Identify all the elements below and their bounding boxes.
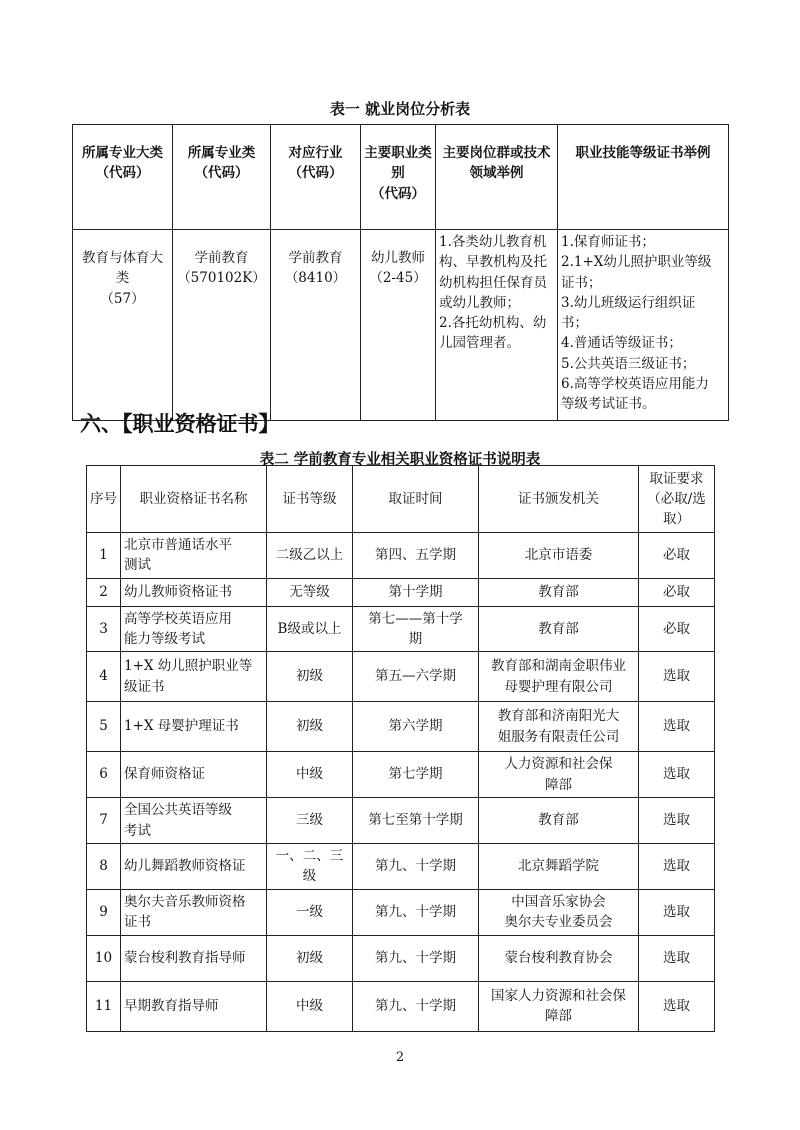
cell-major-class: 学前教育 （570102K） xyxy=(173,230,271,421)
cell-time: 第六学期 xyxy=(353,702,479,752)
cell-name: 1+X 母婴护理证书 xyxy=(121,702,267,752)
table2-caption: 表二 学前教育专业相关职业资格证书说明表 xyxy=(259,451,541,468)
cell-requirement: 选取 xyxy=(639,935,715,981)
cell-requirement: 选取 xyxy=(639,889,715,935)
table1-header-row xyxy=(73,125,729,230)
cell-level: 二级乙以上 xyxy=(267,533,353,579)
cell-no: 11 xyxy=(87,981,121,1031)
table-row xyxy=(87,844,715,890)
cell-issuer: 蒙台梭利教育协会 xyxy=(479,935,639,981)
header-industry: 对应行业 （代码） xyxy=(271,125,361,230)
cell-issuer: 教育部 xyxy=(479,606,639,652)
cell-requirement: 必取 xyxy=(639,533,715,579)
cell-time: 第九、十学期 xyxy=(353,981,479,1031)
header-major-class: 所属专业类 （代码） xyxy=(173,125,271,230)
cell-major-category: 教育与体育大 类 （57） xyxy=(73,230,173,421)
cell-occupation: 幼儿教师 （2-45） xyxy=(361,230,436,421)
header-positions: 主要岗位群或技术 领域举例 xyxy=(436,125,558,230)
cell-time: 第七至第十学期 xyxy=(353,798,479,844)
cell-level: 中级 xyxy=(267,981,353,1031)
cell-time: 第七学期 xyxy=(353,752,479,798)
header-requirement: 取证要求 （必取/选 取） xyxy=(639,466,715,533)
employment-analysis-table xyxy=(72,124,729,421)
cell-requirement: 选取 xyxy=(639,752,715,798)
cell-level: 初级 xyxy=(267,652,353,702)
cell-requirement: 选取 xyxy=(639,798,715,844)
cell-positions: 1.各类幼儿教育机 构、早教机构及托 幼机构担任保育员 或幼儿教师； 2.各托幼机构、幼 儿园管理者。 xyxy=(436,230,558,421)
table1-row xyxy=(73,230,729,421)
header-occupation: 主要职业类 别 （代码） xyxy=(361,125,436,230)
cell-name: 早期教育指导师 xyxy=(121,981,267,1031)
cell-name: 1+X 幼儿照护职业等 级证书 xyxy=(121,652,267,702)
table2-body xyxy=(87,533,715,1032)
cell-name: 高等学校英语应用 能力等级考试 xyxy=(121,606,267,652)
cell-requirement: 选取 xyxy=(639,844,715,890)
header-issuer: 证书颁发机关 xyxy=(479,466,639,533)
cell-time: 第五—六学期 xyxy=(353,652,479,702)
cell-no: 6 xyxy=(87,752,121,798)
cell-no: 2 xyxy=(87,578,121,606)
cell-issuer: 国家人力资源和社会保 障部 xyxy=(479,981,639,1031)
header-name: 职业资格证书名称 xyxy=(121,466,267,533)
table-row xyxy=(87,752,715,798)
cell-no: 9 xyxy=(87,889,121,935)
cell-level: 无等级 xyxy=(267,578,353,606)
cell-level: 三级 xyxy=(267,798,353,844)
certificate-table xyxy=(86,465,715,1032)
cell-name: 幼儿教师资格证书 xyxy=(121,578,267,606)
header-level: 证书等级 xyxy=(267,466,353,533)
cell-no: 3 xyxy=(87,606,121,652)
cell-time: 第十学期 xyxy=(353,578,479,606)
cell-requirement: 选取 xyxy=(639,652,715,702)
table-row xyxy=(87,889,715,935)
cell-name: 北京市普通话水平 测试 xyxy=(121,533,267,579)
cell-requirement: 必取 xyxy=(639,606,715,652)
cell-no: 4 xyxy=(87,652,121,702)
cell-no: 10 xyxy=(87,935,121,981)
cell-level: 中级 xyxy=(267,752,353,798)
cell-requirement: 选取 xyxy=(639,981,715,1031)
cell-no: 7 xyxy=(87,798,121,844)
cell-level: B级或以上 xyxy=(267,606,353,652)
table-row xyxy=(87,798,715,844)
table2-header-row xyxy=(87,466,715,533)
cell-name: 幼儿舞蹈教师资格证 xyxy=(121,844,267,890)
cell-time: 第七——第十学 期 xyxy=(353,606,479,652)
cell-issuer: 北京市语委 xyxy=(479,533,639,579)
cell-issuer: 教育部和济南阳光大 姐服务有限责任公司 xyxy=(479,702,639,752)
header-certificates: 职业技能等级证书举例 xyxy=(558,125,729,230)
header-no: 序号 xyxy=(87,466,121,533)
cell-name: 奥尔夫音乐教师资格 证书 xyxy=(121,889,267,935)
cell-no: 8 xyxy=(87,844,121,890)
cell-time: 第九、十学期 xyxy=(353,889,479,935)
table-row xyxy=(87,533,715,579)
cell-industry: 学前教育 （8410） xyxy=(271,230,361,421)
table1-caption: 表一 就业岗位分析表 xyxy=(329,100,471,118)
cell-no: 5 xyxy=(87,702,121,752)
cell-name: 蒙台梭利教育指导师 xyxy=(121,935,267,981)
table-row xyxy=(87,606,715,652)
table-row xyxy=(87,702,715,752)
header-time: 取证时间 xyxy=(353,466,479,533)
cell-issuer: 教育部 xyxy=(479,798,639,844)
cell-level: 初级 xyxy=(267,702,353,752)
header-major-category: 所属专业大类 （代码） xyxy=(73,125,173,230)
cell-requirement: 必取 xyxy=(639,578,715,606)
cell-time: 第九、十学期 xyxy=(353,844,479,890)
cell-issuer: 教育部 xyxy=(479,578,639,606)
table-row xyxy=(87,935,715,981)
table-row xyxy=(87,652,715,702)
table-row xyxy=(87,578,715,606)
cell-time: 第九、十学期 xyxy=(353,935,479,981)
cell-name: 全国公共英语等级 考试 xyxy=(121,798,267,844)
table-row xyxy=(87,981,715,1031)
cell-issuer: 北京舞蹈学院 xyxy=(479,844,639,890)
section-title: 六、【职业资格证书】 xyxy=(80,412,280,436)
cell-requirement: 选取 xyxy=(639,702,715,752)
cell-name: 保育师资格证 xyxy=(121,752,267,798)
cell-level: 一级 xyxy=(267,889,353,935)
cell-issuer: 中国音乐家协会 奥尔夫专业委员会 xyxy=(479,889,639,935)
cell-time: 第四、五学期 xyxy=(353,533,479,579)
cell-issuer: 人力资源和社会保 障部 xyxy=(479,752,639,798)
cell-issuer: 教育部和湖南金职伟业 母婴护理有限公司 xyxy=(479,652,639,702)
cell-no: 1 xyxy=(87,533,121,579)
cell-level: 一、二、三 级 xyxy=(267,844,353,890)
cell-level: 初级 xyxy=(267,935,353,981)
cell-certificates: 1.保育师证书； 2.1+X幼儿照护职业等级 证书； 3.幼儿班级运行组织证 书； 4.普通话等级证书； 5.公共英语三级证书； 6.高等学校英语应用能力 等级考试证书。 xyxy=(558,230,729,421)
page-number: 2 xyxy=(395,1050,405,1065)
